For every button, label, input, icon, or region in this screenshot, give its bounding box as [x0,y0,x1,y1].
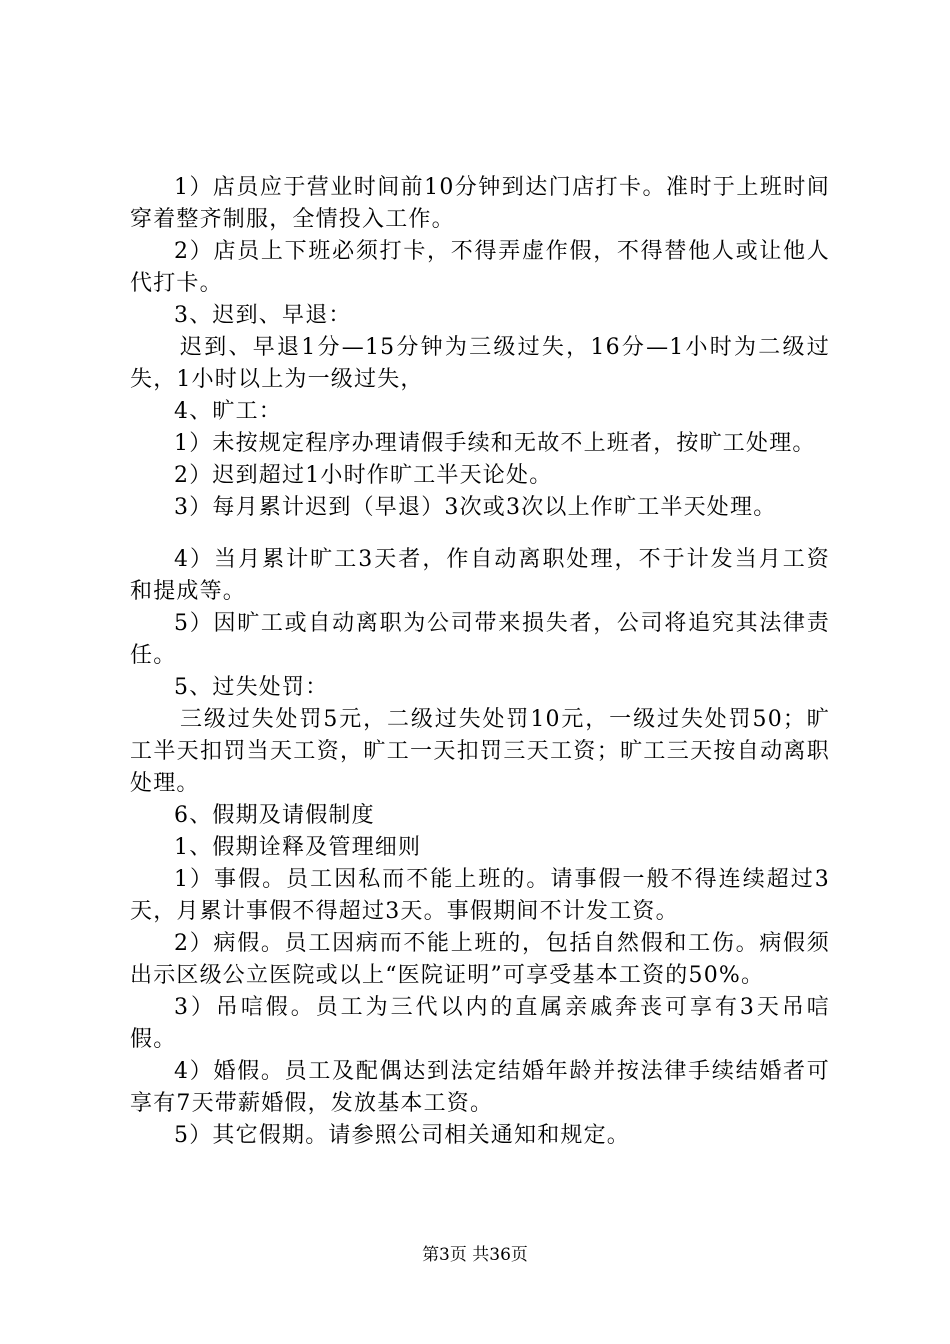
paragraph-clock-in-rule: 2）店员上下班必须打卡，不得弄虚作假，不得替他人或让他人代打卡。 [130,239,830,296]
paragraph-penalty-amounts: 三级过失处罚5元，二级过失处罚10元，一级过失处罚50；旷工半天扣罚当天工资，旷工一天扣罚三天工资；旷工三天按自动离职处理。 [130,707,830,796]
paragraph-marriage-leave: 4）婚假。员工及配偶达到法定结婚年龄并按法律手续结婚者可享有7天带薪婚假，发放基本工资。 [130,1059,830,1116]
paragraph-sick-leave: 2）病假。员工因病而不能上班的，包括自然假和工伤。病假须出示区级公立医院或以上“医院证明”可享受基本工资的50%。 [130,931,830,988]
paragraph-bereavement-leave: 3）吊唁假。员工为三代以内的直属亲戚奔丧可享有3天吊唁假。 [130,995,830,1052]
document-body [130,172,830,1152]
paragraph-monthly-late: 3）每月累计迟到（早退）3次或3次以上作旷工半天处理。 [174,495,777,520]
paragraph-legal-liability: 5）因旷工或自动离职为公司带来损失者，公司将追究其法律责任。 [130,611,830,668]
heading-late-early-leave: 3、迟到、早退： [174,303,352,328]
paragraph-clock-in-time: 1）店员应于营业时间前10分钟到达门店打卡。准时于上班时间穿着整齐制服，全情投入工作。 [130,175,830,232]
heading-fault-penalty: 5、过失处罚： [174,675,329,700]
paragraph-late-over-hour: 2）迟到超过1小时作旷工半天论处。 [174,463,553,488]
page-number-footer: 第3页 共36页 [422,1245,528,1265]
paragraph-personal-leave: 1）事假。员工因私而不能上班的。请事假一般不得连续超过3天，月累计事假不得超过3天。事假期间不计发工资。 [130,867,830,924]
paragraph-other-leave: 5）其它假期。请参照公司相关通知和规定。 [174,1123,630,1148]
heading-leave-system: 6、假期及请假制度 [174,803,375,828]
heading-leave-rules: 1、假期诠释及管理细则 [174,835,422,860]
paragraph-absent-definition: 1）未按规定程序办理请假手续和无故不上班者，按旷工处理。 [174,431,816,456]
paragraph-late-levels: 迟到、早退1分—15分钟为三级过失，16分—1小时为二级过失，1小时以上为一级过失， [130,335,830,392]
paragraph-monthly-absent: 4）当月累计旷工3天者，作自动离职处理，不于计发当月工资和提成等。 [130,547,830,604]
heading-absenteeism: 4、旷工： [174,399,282,424]
